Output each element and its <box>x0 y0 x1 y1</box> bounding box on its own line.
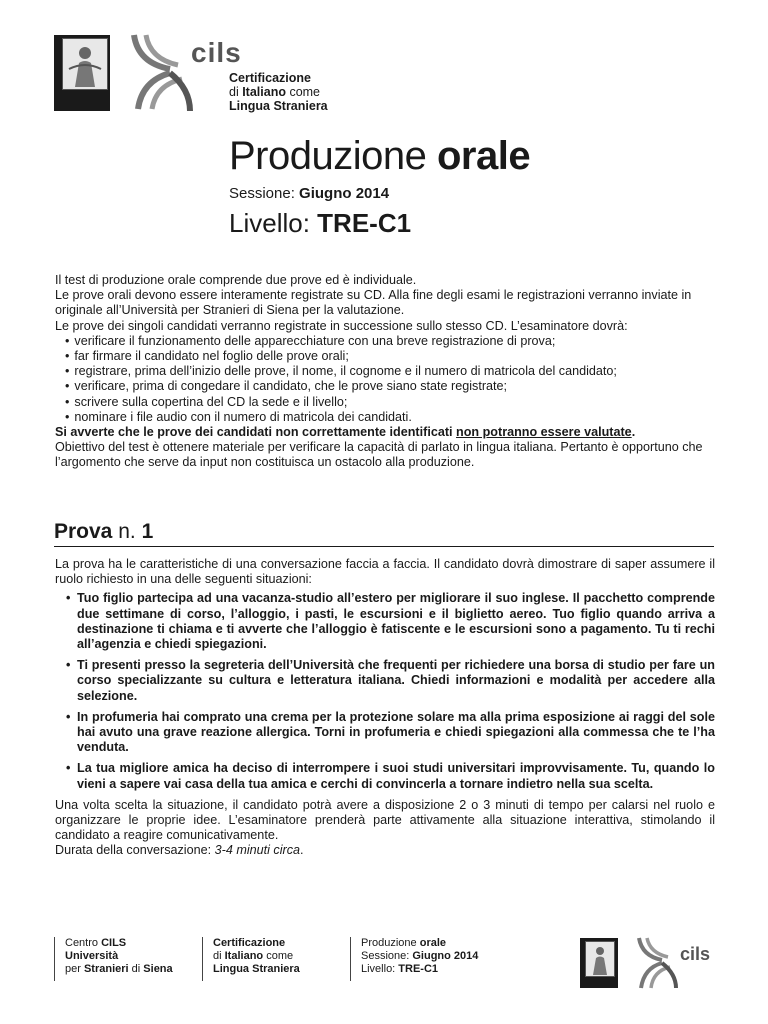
seal-figure-icon <box>586 942 614 976</box>
footer-cils-logo-icon <box>636 936 716 990</box>
level-line <box>229 208 411 239</box>
footer-text: Certificazione <box>213 937 286 949</box>
footer-text: di <box>128 963 144 975</box>
list-item: • scrivere sulla copertina del CD la sede e il livello; <box>67 395 715 410</box>
list-item: • verificare, prima di congedare il candidato, che le prove siano state registrate; <box>67 379 715 394</box>
session-line <box>229 185 389 202</box>
duration-line <box>55 843 715 858</box>
footer-text: Lingua Straniera <box>213 963 300 975</box>
duration-value: 3-4 minuti circa <box>214 843 301 858</box>
situations-list <box>55 591 715 791</box>
section-heading <box>54 520 153 544</box>
session-value: Giugno 2014 <box>299 185 390 202</box>
footer-certification <box>202 937 343 981</box>
session-label: Sessione: <box>229 185 300 202</box>
footer-text: di <box>213 950 225 962</box>
list-item: • verificare il funzionamento delle apparecchiature con una breve registrazione di prova; <box>67 334 715 349</box>
warning-text: Si avverte che le prove dei candidati non correttamente identificati <box>55 425 457 440</box>
warning-paragraph <box>55 425 715 440</box>
prova-intro: La prova ha le caratteristiche di una conversazione faccia a faccia. Il candidato dovrà dimostrare di saper assumere il ruolo richiesto in una delle seguenti situazioni: <box>55 557 715 587</box>
list-item: • far firmare il candidato nel foglio delle prove orali; <box>67 349 715 364</box>
footer-text: Sessione: <box>361 950 413 962</box>
prova-after: Una volta scelta la situazione, il candidato potrà avere a disposizione 2 o 3 minuti di tempo per calarsi nel ruolo e organizzare le proprie idee. L’esaminatore prenderà parte attivamente alla situazione interattiva, stimolando il candidato a reagire comunicativamente. <box>55 797 715 843</box>
cert-line2-a: di <box>229 85 243 99</box>
cert-line2-c: come <box>285 85 321 99</box>
footer-text: Giugno 2014 <box>412 950 479 962</box>
warning-underlined: non potranno essere valutate <box>456 425 632 440</box>
footer-center-info <box>54 937 195 981</box>
situation-item: • La tua migliore amica ha deciso di interrompere i suoi studi universitari improvvisamente. Tu, quando lo vieni a sapere vai casa della tua amica e cerchi di convincerla a tornare indietro nella sua scelta. <box>55 761 715 791</box>
certification-name <box>229 71 328 113</box>
footer-text: Livello: <box>361 963 399 975</box>
level-value: TRE-C1 <box>317 208 412 238</box>
footer-cils-wordmark: cils <box>680 944 711 964</box>
footer-seal-figure <box>585 941 615 977</box>
footer-text: Centro <box>65 937 102 949</box>
title-light: Produzione <box>229 134 437 178</box>
footer-text: Italiano <box>224 950 264 962</box>
intro-paragraph-2: Le prove orali devono essere interamente registrate su CD. Alla fine degli esami le registrazioni verranno inviate in originale all’Università per Stranieri di Siena per la valutazione. <box>55 288 692 318</box>
heading-number: 1 <box>141 520 154 543</box>
heading-prova: Prova <box>54 520 113 543</box>
situation-item: • Ti presenti presso la segreteria dell’Università che frequenti per richiedere una borsa di studio per fare un corso specializzante su cultura e letteratura italiana. Chiedi informazioni e modalità per accedere alla selezione. <box>55 658 715 704</box>
seal-figure-icon <box>63 39 107 89</box>
prova-body <box>55 557 715 859</box>
footer-text: Siena <box>143 963 173 975</box>
title-bold: orale <box>436 134 531 178</box>
footer-exam-info <box>350 937 491 981</box>
footer-text: Produzione <box>361 937 420 949</box>
page-title <box>229 134 530 179</box>
warning-end: . <box>631 425 636 440</box>
footer-text: TRE-C1 <box>398 963 439 975</box>
cils-wordmark: cils <box>191 37 242 68</box>
footer-text: orale <box>419 937 447 949</box>
situation-item: • In profumeria hai comprato una crema per la protezione solare ma alla prima esposizione ai raggi del sole hai avuto una grave reazione allergica. Torni in profumeria e chiedi spiegazioni alla commessa che te l’ha venduta. <box>55 710 715 756</box>
footer-text: per <box>65 963 84 975</box>
list-item: • registrare, prima dell’inizio delle prove, il nome, il cognome e il numero di matricola del candidato; <box>67 364 715 379</box>
instructions-section <box>55 273 715 471</box>
cert-line3: Lingua Straniera <box>229 99 328 113</box>
cert-line2-b: Italiano <box>242 85 286 99</box>
situation-item: • Tuo figlio partecipa ad una vacanza-studio all’estero per migliorare il suo inglese. Il pacchetto comprende due settimane di corso, l’alloggio, i pasti, le escursioni e il biglietto aereo. Tuo figlio quando arriva a destinazione ti chiama e ti avverte che l’alloggio è fatiscente e le escursioni sono a pagamento. Tu ti rechi all’agenzia e chiedi spiegazioni. <box>55 591 715 652</box>
section-divider <box>54 546 714 547</box>
footer-text: CILS <box>101 937 127 949</box>
intro-paragraph-3: Le prove dei singoli candidati verranno registrate in successione sullo stesso CD. L’esaminatore dovrà: <box>55 318 628 333</box>
list-item: • nominare i file audio con il numero di matricola dei candidati. <box>67 410 715 425</box>
cert-line1: Certificazione <box>229 71 311 85</box>
examiner-duties-list <box>55 334 715 425</box>
footer-text: Università <box>65 950 119 962</box>
duration-label: Durata della conversazione: <box>55 843 215 858</box>
footer-text: Stranieri <box>83 963 129 975</box>
intro-paragraph-4: Obiettivo del test è ottenere materiale per verificare la capacità di parlato in lingua italiana. Pertanto è opportuno che l’argomento che serve da input non costituisca un ostacolo alla produzione. <box>55 440 703 470</box>
intro-paragraph-1: Il test di produzione orale comprende due prove ed è individuale. <box>55 273 417 287</box>
heading-n: n. <box>112 520 142 543</box>
level-label: Livello: <box>229 208 318 238</box>
seal-figure-image <box>62 38 108 90</box>
duration-end: . <box>300 843 304 858</box>
footer-text: come <box>263 950 294 962</box>
